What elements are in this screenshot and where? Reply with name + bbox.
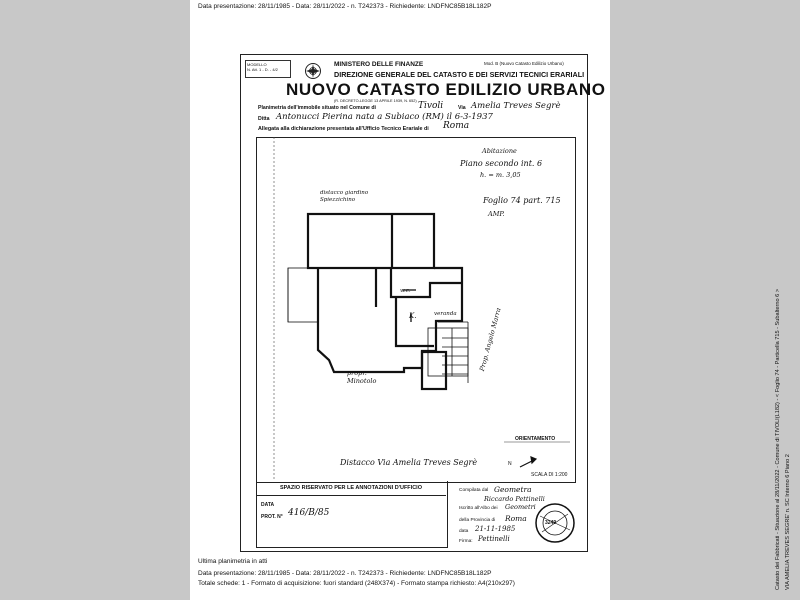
kitchen-label: K. xyxy=(409,312,417,320)
plan-height: h. = m. 3,05 xyxy=(480,171,521,179)
compilata-role: Geometra xyxy=(494,485,532,494)
provincia-value: Roma xyxy=(505,514,527,523)
ministry-name: MINISTERO DELLE FINANZE xyxy=(334,61,424,68)
footer-line1: Data presentazione: 28/11/1985 - Data: 28/11/2022 - n. T242373 - Richiedente: LNDFNC85B18L182P xyxy=(198,570,492,577)
floor-plan-drawing xyxy=(256,137,574,481)
scale-label: SCALA DI 1:200 xyxy=(531,472,568,478)
albo-value: Geometri xyxy=(505,503,536,511)
office-date-label: DATA xyxy=(261,502,275,508)
plan-foglio: Foglio 74 part. 715 xyxy=(483,196,561,205)
comune-value: Tivoli xyxy=(418,101,444,111)
ditta-value: Antonucci Pierina nata a Subiaco (RM) il 6-3-1937 xyxy=(276,112,493,122)
north-label: N xyxy=(508,461,512,467)
provincia-label: della Provincia di xyxy=(459,518,496,523)
office-prot-label: PROT. N° xyxy=(261,514,283,520)
direzione-generale: DIREZIONE GENERALE DEL CATASTO E DEI SERVIZI TECNICI ERARIALI xyxy=(334,70,585,79)
model-stamp-box: MODELLO N. Att. 1 - D. - 4/2 xyxy=(245,60,291,78)
allegata-value: Roma xyxy=(443,121,470,131)
plan-amp: AMP. xyxy=(488,210,505,218)
office-prot-value: 416/B/85 xyxy=(288,508,330,518)
via-value: Amelia Treves Segrè xyxy=(471,101,561,111)
plan-floor: Piano secondo int. 6 xyxy=(460,159,543,168)
plan-use: Abitazione xyxy=(482,147,517,155)
iscritto-label: Iscritto all'Albo dei xyxy=(459,506,498,511)
office-annotations-heading: SPAZIO RISERVATO PER LE ANNOTAZIONI D'UFFICIO xyxy=(256,481,446,496)
distacco-bottom: Distacco Via Amelia Treves Segrè xyxy=(340,458,478,467)
veranda-label: veranda xyxy=(434,311,457,317)
right-background xyxy=(610,0,800,600)
footer-line2: Totale schede: 1 - Formato di acquisizione: fuori standard (248X374) - Formato stampa richiesto: A4(210x297) xyxy=(198,580,515,587)
left-background xyxy=(0,0,190,600)
footer-ultima: Ultima planimetria in atti xyxy=(198,558,268,565)
header-presentation-line: Data presentazione: 28/11/1985 - Data: 28/11/2022 - n. T242373 - Richiedente: LNDFNC85B18L182P xyxy=(198,3,492,10)
distacco-top: distacco giardino Spiezzichino xyxy=(320,190,369,203)
firma-label: Firma: xyxy=(459,539,473,544)
top-right-note: Mod. B (Nuovo Catasto Edilizio Urbano) xyxy=(484,61,564,66)
prop-bottom: propr. Minotolo xyxy=(347,369,377,385)
compilata-date-label: data xyxy=(459,529,469,534)
ditta-label: Ditta xyxy=(258,116,270,122)
right-margin-line1: Catasto dei Fabbricati - Situazione al 28/11/2022 - Comune di TIVOLI(L182) - < Foglio 74 - Particella 715 - Subalterno 6 > xyxy=(775,288,781,590)
firma-value: Pettinelli xyxy=(478,535,510,543)
right-margin-line2: VIA AMELIA TREVES SEGRE' n. SC Interno 6 Piano 2 xyxy=(785,454,791,590)
orientamento-label: ORIENTAMENTO xyxy=(515,436,556,442)
decree-reference: (R. DECRETO-LEGGE 13 APRILE 1939, N. 652) xyxy=(334,99,417,103)
compilata-date-value: 21-11-1985 xyxy=(475,525,516,533)
document-title: NUOVO CATASTO EDILIZIO URBANO xyxy=(286,80,606,99)
compilata-name: Riccardo Pettinelli xyxy=(484,495,545,503)
seal-number: 3249 xyxy=(545,520,557,526)
emblem-icon xyxy=(304,62,322,80)
via-label: Via xyxy=(458,105,466,111)
allegata-label: Allegata alla dichiarazione presentata all'Ufficio Tecnico Erariale di xyxy=(258,126,429,132)
compilata-label: Compilata dal xyxy=(459,488,489,493)
planimetria-label: Planimetria dell'immobile situato nel Comune di xyxy=(258,105,376,111)
prop-right: Prop. Angelo Marra xyxy=(478,306,503,373)
wc-label: w.c. xyxy=(400,288,411,294)
